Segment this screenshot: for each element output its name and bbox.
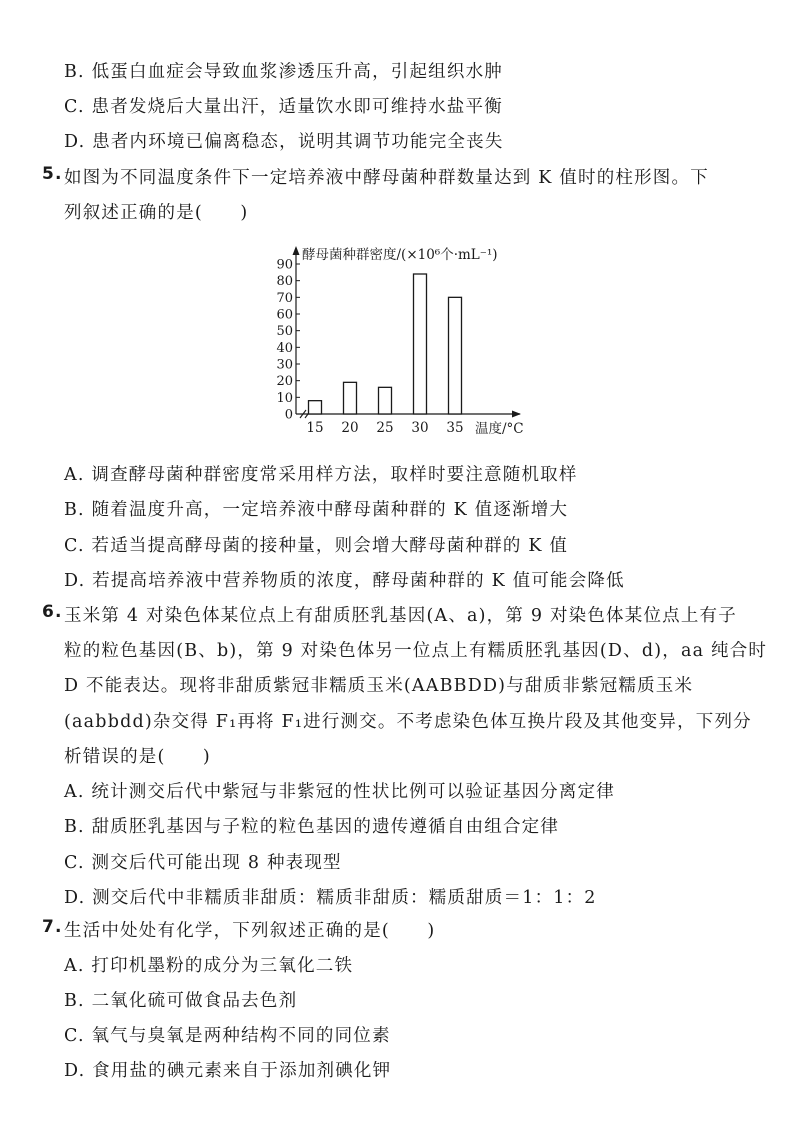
bar-15 (309, 401, 322, 414)
q6-stem-line4: (aabbdd)杂交得 F₁再将 F₁进行测交。不考虑染色体互换片段及其他变异，下列分 (64, 712, 752, 732)
q7-option-a: A. 打印机墨粉的成分为三氧化二铁 (64, 956, 354, 976)
q5-stem-line1: 如图为不同温度条件下一定培养液中酵母菌种群数量达到 K 值时的柱形图。下 (64, 168, 709, 188)
bar-25 (379, 387, 392, 414)
y-tick-label: 60 (276, 307, 293, 323)
q5-option-b: B. 随着温度升高，一定培养液中酵母菌种群的 K 值逐渐增大 (64, 500, 569, 520)
x-axis-arrow (512, 411, 521, 418)
q5-number: 5. (42, 164, 63, 184)
y-axis-arrow (293, 246, 300, 255)
q7-stem: 生活中处处有化学，下列叙述正确的是( ) (64, 921, 436, 941)
x-tick-label: 25 (376, 420, 394, 436)
bar-30 (414, 274, 427, 414)
q7-option-d: D. 食用盐的碘元素来自于添加剂碘化钾 (64, 1061, 392, 1081)
y-axis-label: 酵母菌种群密度/(×10⁶个·mL⁻¹) (302, 247, 498, 263)
y-tick-label: 20 (276, 374, 293, 390)
q6-stem-line3: D 不能表达。现将非甜质紫冠非糯质玉米(AABBDD)与甜质非紫冠糯质玉米 (64, 676, 694, 696)
x-tick-label: 35 (446, 420, 464, 436)
y-tick-label: 80 (276, 274, 293, 290)
bar-20 (344, 382, 357, 414)
q6-stem-line1: 玉米第 4 对染色体某位点上有甜质胚乳基因(A、a)，第 9 对染色体某位点上有子 (64, 606, 737, 626)
y-tick-label: 90 (276, 257, 293, 273)
y-tick-label: 70 (276, 290, 293, 306)
q5-option-c: C. 若适当提高酵母菌的接种量，则会增大酵母菌种群的 K 值 (64, 536, 569, 556)
q6-option-a: A. 统计测交后代中紫冠与非紫冠的性状比例可以验证基因分离定律 (64, 782, 615, 802)
k-value-bar-chart (270, 238, 560, 438)
bar-35 (449, 297, 462, 414)
q7-number: 7. (42, 917, 63, 937)
q5-stem-line2: 列叙述正确的是( ) (64, 203, 249, 223)
x-tick-label: 30 (411, 420, 429, 436)
q4-option-b: B. 低蛋白血症会导致血浆渗透压升高，引起组织水肿 (64, 62, 503, 82)
x-tick-label: 20 (341, 420, 359, 436)
q6-option-b: B. 甜质胚乳基因与子粒的粒色基因的遗传遵循自由组合定律 (64, 817, 560, 837)
q6-option-d: D. 测交后代中非糯质非甜质：糯质非甜质：糯质甜质＝1：1：2 (64, 888, 597, 908)
q6-option-c: C. 测交后代可能出现 8 种表现型 (64, 853, 342, 873)
y-tick-label: 0 (284, 407, 293, 423)
q4-option-c: C. 患者发烧后大量出汗，适量饮水即可维持水盐平衡 (64, 97, 503, 117)
x-tick-label: 15 (306, 420, 324, 436)
q5-option-a: A. 调查酵母菌种群密度常采用样方法，取样时要注意随机取样 (64, 465, 578, 485)
q5-option-d: D. 若提高培养液中营养物质的浓度，酵母菌种群的 K 值可能会降低 (64, 571, 625, 591)
q4-option-d: D. 患者内环境已偏离稳态，说明其调节功能完全丧失 (64, 132, 504, 152)
q6-stem-line2: 粒的粒色基因(B、b)，第 9 对染色体另一位点上有糯质胚乳基因(D、d)，aa 纯合时 (64, 641, 768, 661)
q7-option-c: C. 氧气与臭氧是两种结构不同的同位素 (64, 1026, 391, 1046)
x-axis-label: 温度/°C (475, 421, 524, 437)
q6-stem-line5: 析错误的是( ) (64, 747, 211, 767)
y-tick-label: 50 (276, 324, 293, 340)
q7-option-b: B. 二氧化硫可做食品去色剂 (64, 991, 298, 1011)
y-tick-label: 30 (276, 357, 293, 373)
q6-number: 6. (42, 602, 63, 622)
y-tick-label: 40 (276, 340, 293, 356)
y-tick-label: 10 (276, 390, 293, 406)
